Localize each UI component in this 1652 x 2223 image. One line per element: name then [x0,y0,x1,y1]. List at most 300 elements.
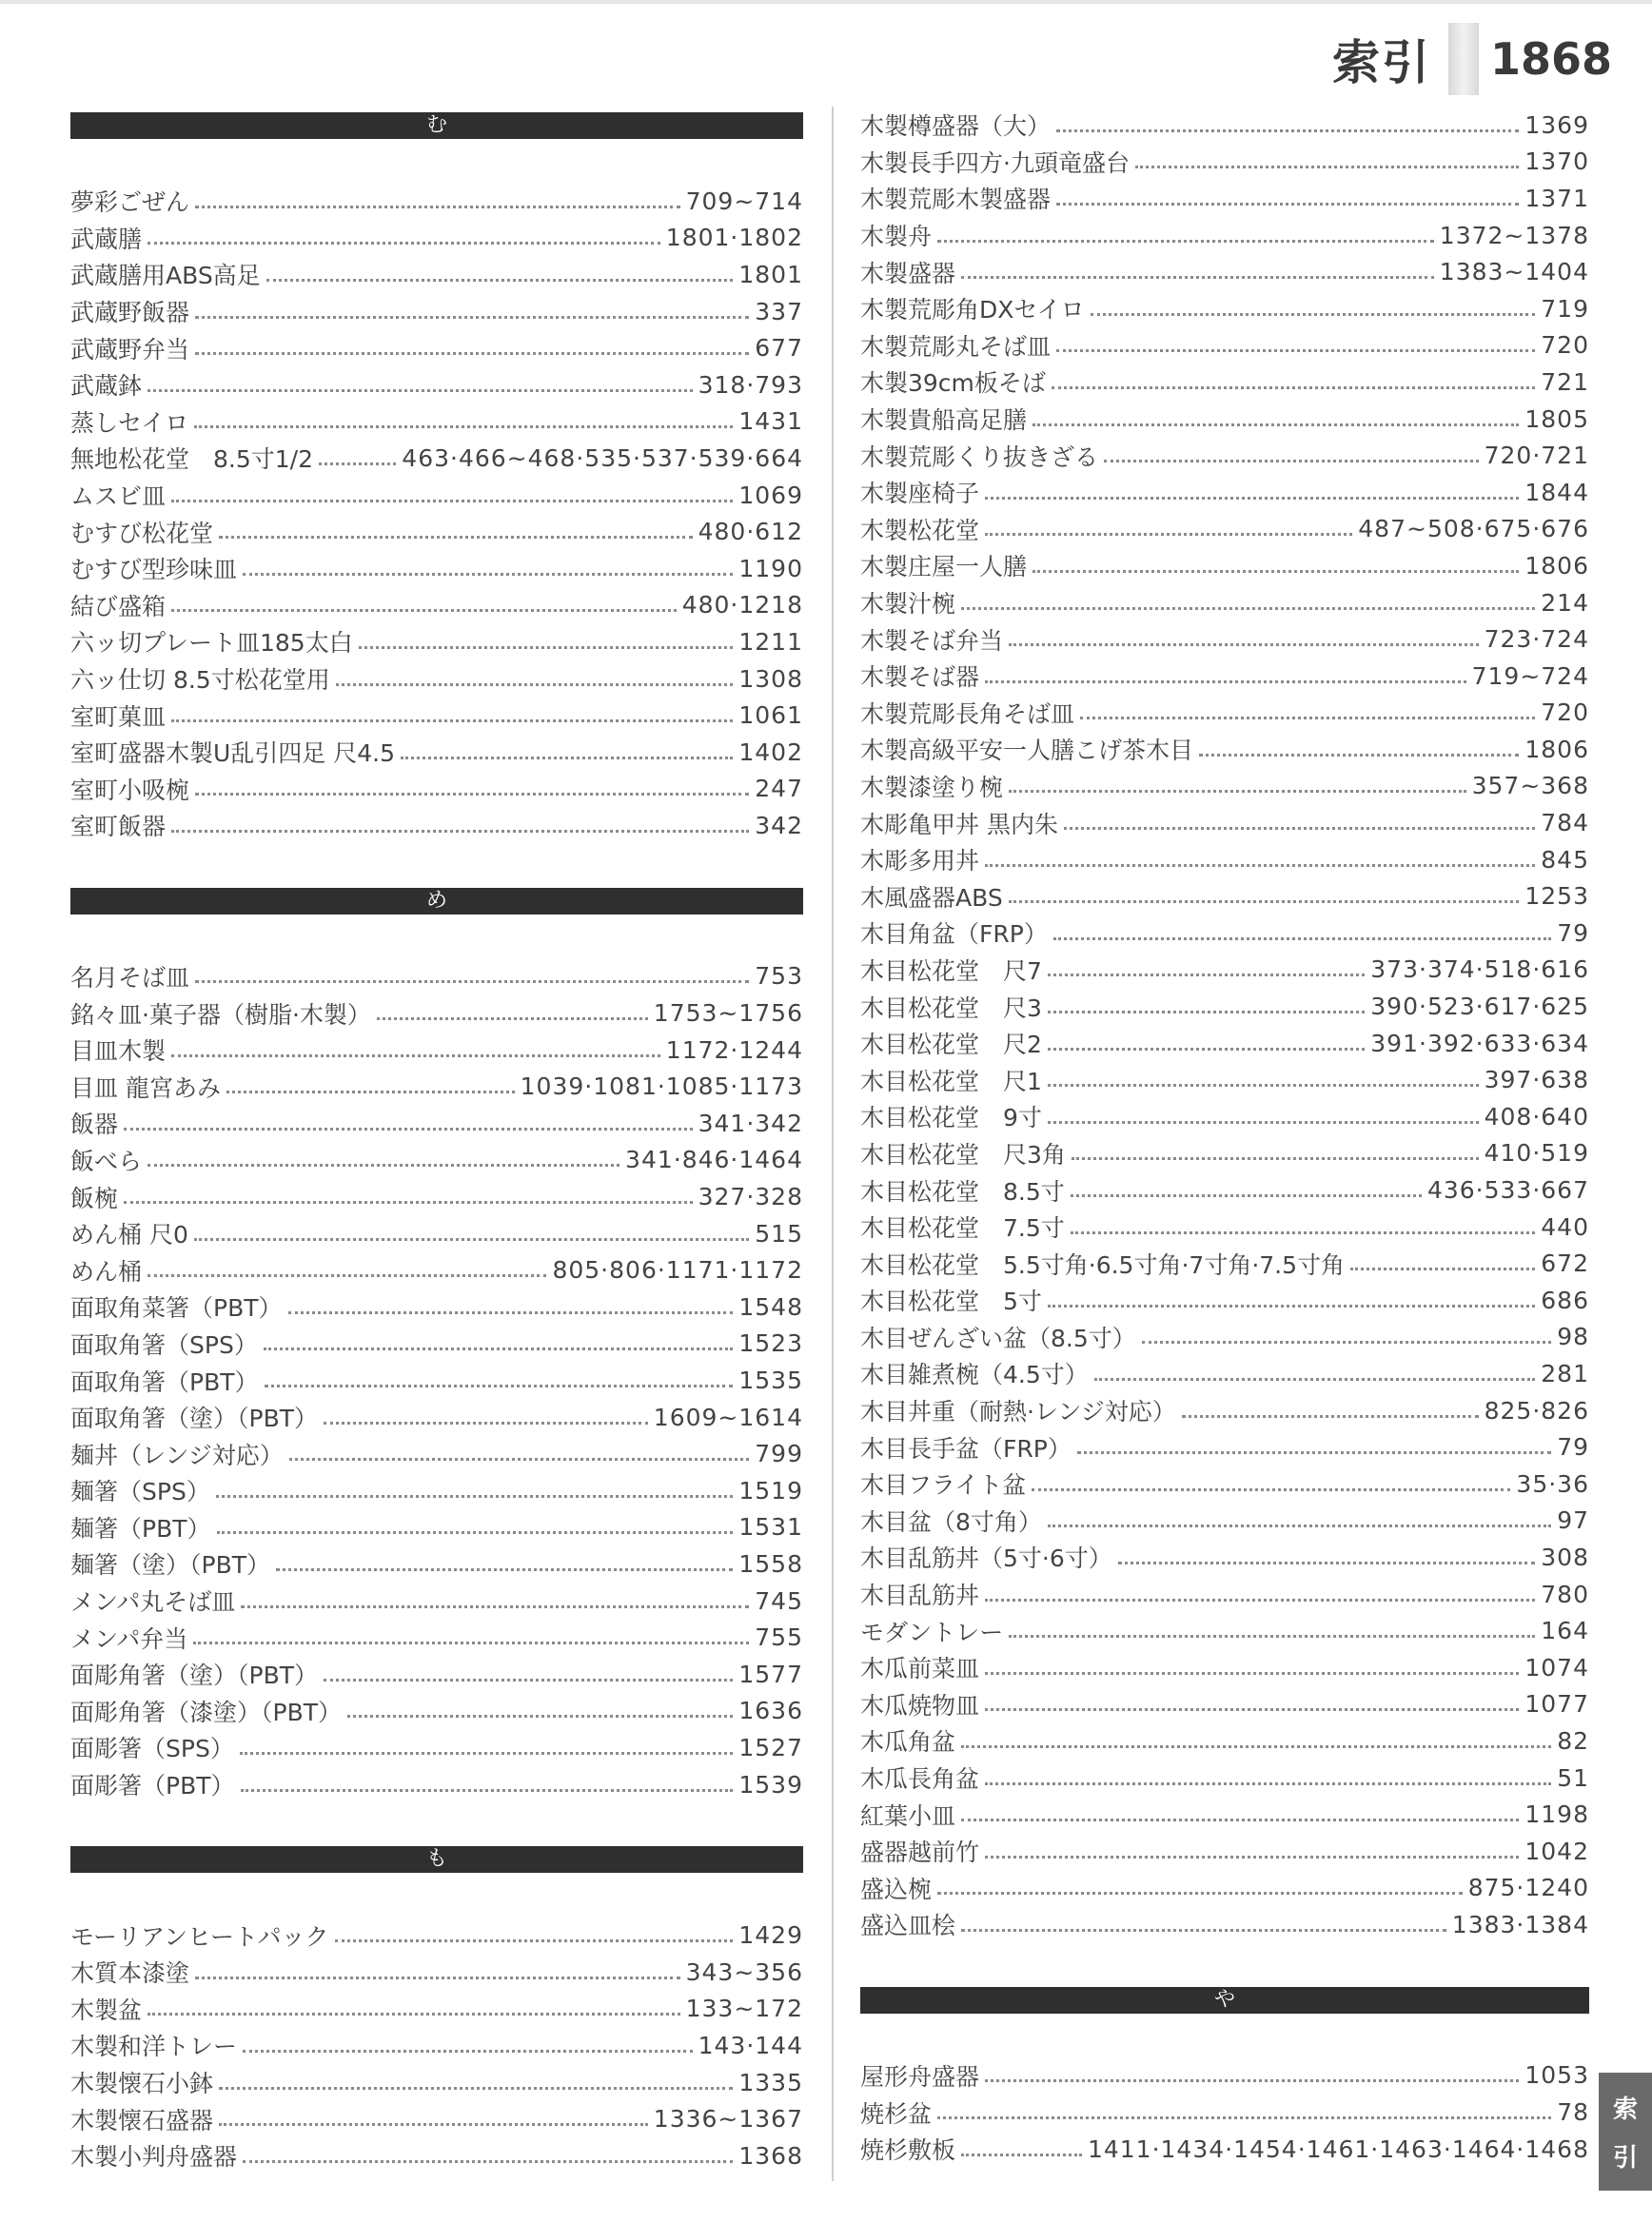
dot-leader [985,1599,1535,1602]
dot-leader [243,2050,693,2053]
index-entry [70,2100,803,2137]
entry-label: 木製39cm板そば [860,369,1046,398]
index-entry [70,403,803,441]
index-entry [70,1289,803,1326]
dot-leader [171,830,749,833]
entry-label: 室町飯器 [70,813,167,841]
entry-pages: 247 [755,775,803,803]
dot-leader [1056,129,1519,132]
index-entry [860,1282,1589,1319]
index-entry [860,988,1589,1025]
index-entry-list [70,958,803,1803]
dot-leader [1052,386,1535,389]
entry-label: むすび型珍味皿 [70,556,238,584]
dot-leader [148,242,660,245]
index-entry [860,437,1589,474]
entry-label: 木製そば弁当 [860,626,1004,655]
entry-label: 盛込椀 [860,1875,933,1903]
dot-leader [1091,313,1536,316]
dot-leader [1009,643,1479,646]
index-entry [860,401,1589,438]
dot-leader [1032,423,1519,426]
entry-pages: 875·1240 [1467,1874,1589,1902]
entry-label: 室町盛器木製U乱引四足 尺4.5 [70,739,396,768]
section-heading: も [70,1846,803,1873]
entry-label: 木目長手盆（FRP） [860,1434,1072,1463]
index-entry [70,1545,803,1583]
dot-leader [1104,460,1479,462]
index-entry [70,1619,803,1656]
dot-leader [195,316,749,319]
entry-label: 木目乱筋丼（5寸·6寸） [860,1544,1112,1573]
entry-pages: 480·1218 [681,591,803,620]
entry-pages: 1801·1802 [665,224,803,252]
dot-leader [195,793,749,796]
entry-label: 盛込皿桧 [860,1912,956,1940]
dot-leader [265,1385,734,1387]
entry-label: 六ッ切プレート皿185太白 [70,629,353,658]
dot-leader [1142,1341,1551,1344]
dot-leader [1048,1121,1479,1124]
entry-label: 木製和洋トレー [70,2033,238,2061]
entry-pages: 97 [1557,1506,1589,1535]
entry-pages: 1336~1367 [653,2105,803,2134]
dot-leader [217,1531,734,1534]
index-entry [70,958,803,995]
index-entry [860,731,1589,768]
index-entry [860,1649,1589,1686]
entry-pages: 79 [1557,918,1589,947]
entry-label: 木製座椅子 [860,480,980,508]
entry-label: 麺丼（レンジ対応） [70,1441,284,1469]
entry-label: 木製盛器 [860,259,956,287]
dot-leader [377,1017,648,1020]
entry-label: モダントレー [860,1618,1004,1646]
entry-pages: 1636 [738,1697,803,1725]
entry-pages: 408·640 [1484,1102,1589,1131]
entry-pages: 720 [1541,698,1589,727]
entry-pages: 799 [755,1440,803,1468]
index-column-left [70,107,803,2174]
dot-leader [195,206,680,208]
entry-label: 木製荒彫丸そば皿 [860,332,1052,361]
index-entry [70,477,803,514]
entry-label: 木製松花堂 [860,516,980,544]
entry-label: 目皿 龍宮あみ [70,1073,221,1102]
dot-leader [266,279,734,282]
entry-pages: 719~724 [1471,661,1589,690]
dot-leader [1009,790,1466,793]
entry-label: 無地松花堂 8.5寸1/2 [70,445,313,474]
entry-pages: 1753~1756 [653,999,803,1028]
entry-pages: 755 [755,1623,803,1652]
entry-label: 面取角箸（塗）（PBT） [70,1405,318,1433]
page-header [1332,23,1612,95]
index-entry [860,107,1589,144]
entry-label: 木製高級平安一人膳こげ茶木目 [860,737,1194,765]
entry-pages: 780 [1541,1580,1589,1608]
entry-pages: 1172·1244 [665,1035,803,1064]
index-entry [860,144,1589,181]
entry-label: 室町小吸椀 [70,776,190,804]
entry-label: ムスビ皿 [70,482,167,511]
entry-pages: 143·144 [698,2031,803,2059]
entry-label: 木製樽盛器（大） [860,112,1052,141]
entry-label: 蒸しセイロ [70,408,189,437]
entry-label: 木目ぜんざい盆（8.5寸） [860,1324,1136,1352]
index-entry [860,1098,1589,1135]
entry-pages: 1039·1081·1085·1173 [520,1072,803,1101]
entry-label: 屋形舟盛器 [860,2062,980,2091]
dot-leader [324,1422,648,1425]
index-entry [860,877,1589,915]
entry-label: 木目松花堂 5.5寸角·6.5寸角·7寸角·7.5寸角 [860,1250,1346,1279]
index-entry [70,771,803,808]
index-entry [860,1171,1589,1209]
index-entry [860,1355,1589,1392]
entry-pages: 337 [755,297,803,325]
dot-leader [243,2160,733,2163]
entry-pages: 1053 [1524,2061,1589,2090]
entry-label: メンパ弁当 [70,1624,188,1653]
entry-pages: 721 [1541,367,1589,396]
entry-pages: 35·36 [1516,1469,1589,1498]
entry-label: 木製長手四方·九頭竜盛台 [860,148,1130,177]
index-entry [70,1032,803,1069]
dot-leader [1072,1157,1479,1160]
entry-label: 木製漆塗り椀 [860,773,1004,801]
dot-leader [961,1929,1446,1932]
entry-label: 木目松花堂 9寸 [860,1104,1042,1132]
dot-leader [1080,717,1535,719]
dot-leader [243,573,733,576]
dot-leader [1009,1635,1535,1638]
entry-label: 木質本漆塗 [70,1959,190,1988]
entry-pages: 1609~1614 [653,1403,803,1431]
entry-label: 武蔵膳 [70,225,143,253]
index-entry [860,2131,1589,2168]
dot-leader [1032,570,1519,573]
section-heading: め [70,888,803,915]
dot-leader [219,2123,648,2126]
entry-pages: 1190 [738,554,803,582]
index-entry [70,513,803,550]
entry-label: 木製盆 [70,1996,143,2024]
index-entry-list [70,183,803,844]
index-entry [70,994,803,1032]
dot-leader [148,389,693,392]
entry-label: 木目松花堂 5寸 [860,1288,1042,1316]
index-entry [70,1509,803,1546]
dot-leader [1071,1194,1422,1197]
index-entry [70,1472,803,1509]
entry-label: 木製汁椀 [860,590,956,619]
entry-pages: 391·392·633·634 [1370,1029,1589,1057]
dot-leader [1048,1084,1479,1087]
index-entry [70,1399,803,1436]
index-entry-list [860,2057,1589,2168]
index-entry [70,366,803,403]
entry-pages: 1042 [1524,1837,1589,1865]
dot-leader [148,2013,680,2016]
entry-pages: 133~172 [685,1995,803,2023]
index-entry [70,1693,803,1730]
index-entry [70,1251,803,1289]
entry-pages: 1801 [738,260,803,288]
dot-leader [1077,1451,1551,1454]
index-entry [70,623,803,660]
entry-pages: 410·519 [1484,1139,1589,1168]
index-entry [860,1392,1589,1429]
dot-leader [985,497,1519,500]
dot-leader [1071,1231,1536,1234]
dot-leader [219,536,693,539]
dot-leader [324,1679,733,1682]
index-entry [70,1435,803,1472]
entry-pages: 487~508·675·676 [1358,515,1589,543]
entry-pages: 308 [1541,1543,1589,1571]
page-number: 1868 [1489,33,1612,85]
index-entry [860,1870,1589,1907]
index-entry [70,550,803,587]
entry-label: 目皿木製 [70,1037,167,1066]
dot-leader [1048,1525,1551,1527]
index-entry [70,329,803,366]
entry-pages: 1535 [738,1367,803,1395]
index-entry [70,1917,803,1954]
entry-label: 木製荒彫くり抜きざる [860,443,1099,471]
dot-leader [1350,1268,1535,1270]
entry-pages: 436·533·667 [1426,1176,1589,1205]
entry-pages: 1539 [738,1770,803,1799]
index-entry [860,1722,1589,1760]
dot-leader [289,1458,750,1461]
entry-pages: 318·793 [698,370,803,399]
entry-pages: 784 [1541,809,1589,837]
entry-pages: 1411·1434·1454·1461·1463·1464·1468 [1087,2134,1589,2163]
entry-label: モーリアンヒートパック [70,1922,329,1951]
index-entry [70,1142,803,1179]
entry-label: 木風盛器ABS [860,883,1003,912]
index-entry [860,327,1589,364]
entry-label: 面取角菜箸（PBT） [70,1294,283,1323]
dot-leader [1056,203,1519,206]
entry-pages: 845 [1541,845,1589,874]
dot-leader [985,864,1535,867]
entry-label: 木製庄屋一人膳 [860,553,1028,581]
entry-pages: 1577 [738,1660,803,1688]
dot-leader [1048,1011,1365,1013]
entry-label: 木製そば器 [860,663,980,692]
entry-label: 麺箸（塗）（PBT） [70,1551,270,1580]
dot-leader [195,1977,680,1979]
index-entry [860,620,1589,658]
dot-leader [1009,900,1520,903]
dot-leader [347,1715,733,1718]
entry-pages: 1370 [1524,148,1589,176]
index-entry [860,1319,1589,1356]
top-rule [0,0,1652,4]
entry-pages: 825·826 [1484,1396,1589,1425]
dot-leader [195,980,749,983]
entry-pages: 341·342 [698,1109,803,1137]
index-entry [70,1326,803,1363]
dot-leader [1182,1415,1479,1418]
entry-label: 木目盆（8寸角） [860,1507,1042,1536]
index-entry [860,511,1589,548]
entry-label: 紅葉小皿 [860,1801,956,1830]
index-side-tab[interactable] [1599,2073,1652,2191]
entry-label: 木瓜角盆 [860,1728,956,1757]
index-entry [860,1466,1589,1503]
index-entry [860,1428,1589,1466]
index-entry [860,474,1589,511]
dot-leader [226,1091,515,1093]
entry-label: 盛器越前竹 [860,1839,980,1867]
index-entry [860,217,1589,254]
dot-leader [985,1672,1519,1675]
entry-label: 木瓜長角盆 [860,1765,980,1794]
index-entry [860,180,1589,217]
dot-leader [264,1348,734,1350]
dot-leader [194,425,733,428]
entry-pages: 98 [1557,1323,1589,1351]
entry-label: 武蔵野弁当 [70,335,190,364]
index-entry [70,1729,803,1766]
index-entry [70,183,803,220]
entry-label: 武蔵鉢 [70,372,143,401]
entry-label: 木目松花堂 尺2 [860,1031,1042,1059]
index-entry [70,1068,803,1105]
index-entry [860,1686,1589,1723]
index-entry [860,658,1589,695]
dot-leader [985,1856,1519,1859]
dot-leader [319,462,396,465]
entry-label: 木目乱筋丼 [860,1582,980,1610]
dot-leader [240,1752,734,1755]
entry-pages: 1308 [738,664,803,693]
entry-label: 木製舟 [860,223,933,251]
entry-label: 面彫角箸（漆塗）（PBT） [70,1698,342,1726]
entry-pages: 723·724 [1484,625,1589,654]
dot-leader [1053,937,1551,940]
entry-label: メンパ丸そば皿 [70,1588,236,1617]
index-entry [70,2064,803,2101]
entry-pages: 1069 [738,481,803,509]
entry-label: 麺箸（PBT） [70,1514,211,1543]
entry-pages: 1253 [1524,882,1589,911]
dot-leader [401,757,733,759]
index-entry [860,547,1589,584]
dot-leader [124,1201,693,1204]
index-entry [70,256,803,293]
dot-leader [961,607,1535,610]
dot-leader [937,2116,1551,2119]
header-divider-bar [1448,23,1479,95]
dot-leader [961,1745,1551,1748]
dot-leader [195,352,749,355]
entry-pages: 515 [755,1219,803,1248]
dot-leader [1094,1378,1536,1381]
entry-label: 飯椀 [70,1184,119,1212]
dot-leader [985,1708,1519,1711]
dot-leader [241,1605,749,1608]
dot-leader [1048,974,1365,976]
index-entry [860,695,1589,732]
entry-pages: 281 [1541,1359,1589,1387]
entry-pages: 1431 [738,407,803,436]
entry-pages: 82 [1557,1726,1589,1755]
index-entry [860,1209,1589,1246]
entry-label: 面彫角箸（塗）（PBT） [70,1662,318,1690]
index-entry [860,584,1589,621]
entry-pages: 709~714 [685,187,803,215]
entry-pages: 1383~1404 [1439,258,1589,286]
entry-label: 木目松花堂 尺3角 [860,1140,1066,1169]
entry-pages: 1519 [738,1476,803,1505]
dot-leader [1032,1488,1510,1491]
index-entry [860,2094,1589,2131]
dot-leader [1064,827,1535,830]
dot-leader [961,1819,1519,1821]
dot-leader [171,500,733,502]
index-entry [70,807,803,844]
entry-label: 麺箸（SPS） [70,1478,210,1506]
dot-leader [276,1568,733,1571]
dot-leader [336,683,734,686]
index-entry [860,1135,1589,1172]
index-entry [860,915,1589,952]
index-entry [70,1583,803,1620]
entry-pages: 51 [1557,1763,1589,1792]
entry-pages: 1371 [1524,184,1589,212]
dot-leader [148,1274,546,1277]
entry-pages: 805·806·1171·1172 [552,1256,803,1285]
index-entry [860,1612,1589,1649]
entry-label: 飯器 [70,1111,119,1139]
entry-pages: 373·374·518·616 [1370,955,1589,984]
dot-leader [985,1782,1551,1785]
entry-label: 木目松花堂 7.5寸 [860,1214,1065,1243]
column-divider [832,107,834,2181]
entry-pages: 341·846·1464 [625,1146,803,1174]
index-entry [70,587,803,624]
dot-leader [937,240,1434,243]
entry-pages: 1335 [738,2068,803,2096]
entry-label: 木製小判舟盛器 [70,2143,238,2172]
entry-pages: 357~368 [1471,772,1589,800]
dot-leader [124,1128,693,1131]
dot-leader [985,2079,1519,2082]
entry-pages: 1198 [1524,1800,1589,1829]
entry-label: 木製荒彫長角そば皿 [860,699,1075,728]
side-tab-char: 索 [1612,2095,1638,2124]
entry-label: 名月そば皿 [70,963,190,992]
index-entry [860,364,1589,401]
index-entry [70,2137,803,2174]
dot-leader [985,533,1352,536]
entry-pages: 672 [1541,1249,1589,1278]
index-entry [70,440,803,477]
dot-leader [961,2154,1082,2156]
dot-leader [1048,1305,1535,1308]
entry-pages: 720·721 [1484,442,1589,470]
entry-label: 木目フライト盆 [860,1471,1027,1500]
dot-leader [241,1789,734,1792]
dot-leader [937,1892,1463,1895]
entry-pages: 78 [1557,2098,1589,2127]
index-column-right [860,107,1589,2167]
